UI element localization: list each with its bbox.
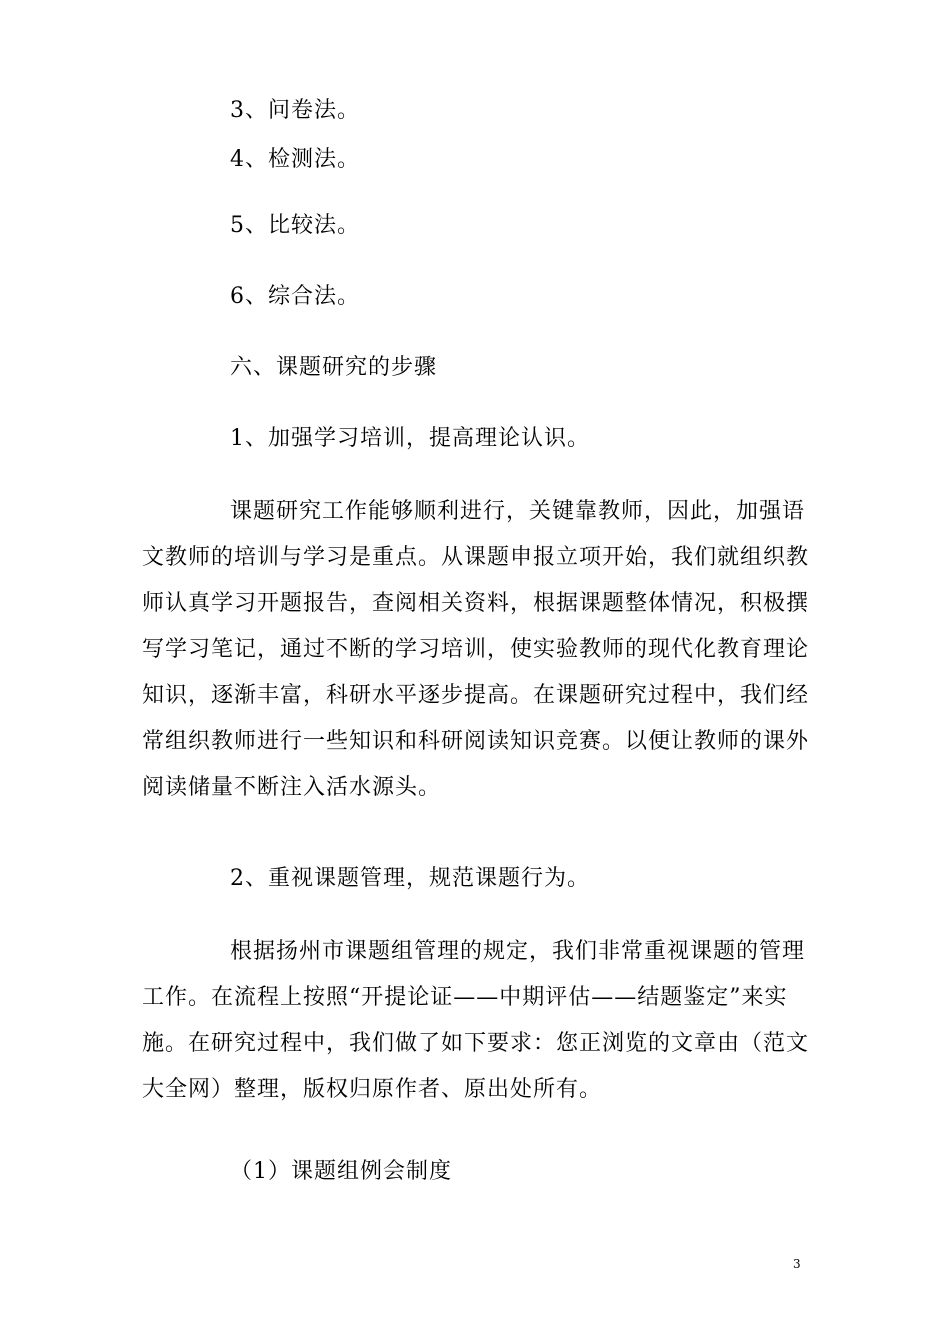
paragraph-line: 写学习笔记，通过不断的学习培训，使实验教师的现代化教育理论 — [142, 637, 810, 662]
subsection-title: （1）课题组例会制度 — [230, 1159, 452, 1184]
paragraph-line: 师认真学习开题报告，查阅相关资料，根据课题整体情况，积极撰 — [142, 591, 810, 616]
paragraph-line: 工作。在流程上按照“开提论证——中期评估——结题鉴定”来实 — [142, 985, 788, 1010]
paragraph-line: 文教师的培训与学习是重点。从课题申报立项开始，我们就组织教 — [142, 545, 810, 570]
paragraph-line: 常组织教师进行一些知识和科研阅读知识竞赛。以便让教师的课外 — [142, 729, 810, 754]
paragraph-line: 施。在研究过程中，我们做了如下要求：您正浏览的文章由（范文 — [142, 1031, 810, 1056]
page-number: 3 — [793, 1257, 801, 1271]
step2-paragraph — [142, 929, 810, 1113]
step1-title: 1、加强学习培训，提高理论认识。 — [230, 426, 590, 451]
paragraph-line: 知识，逐渐丰富，科研水平逐步提高。在课题研究过程中，我们经 — [142, 683, 810, 708]
section-heading: 六、课题研究的步骤 — [230, 355, 438, 380]
step1-paragraph — [142, 489, 810, 811]
method-item-6: 6、综合法。 — [230, 284, 360, 309]
paragraph-line: 课题研究工作能够顺利进行，关键靠教师，因此，加强语 — [230, 499, 806, 524]
method-item-4: 4、检测法。 — [230, 147, 360, 172]
paragraph-line: 阅读储量不断注入活水源头。 — [142, 775, 442, 800]
step2-title: 2、重视课题管理，规范课题行为。 — [230, 866, 590, 891]
method-item-5: 5、比较法。 — [230, 213, 360, 238]
method-item-3: 3、问卷法。 — [230, 98, 360, 123]
paragraph-line: 根据扬州市课题组管理的规定，我们非常重视课题的管理 — [230, 939, 806, 964]
paragraph-line: 大全网）整理，版权归原作者、原出处所有。 — [142, 1077, 603, 1102]
